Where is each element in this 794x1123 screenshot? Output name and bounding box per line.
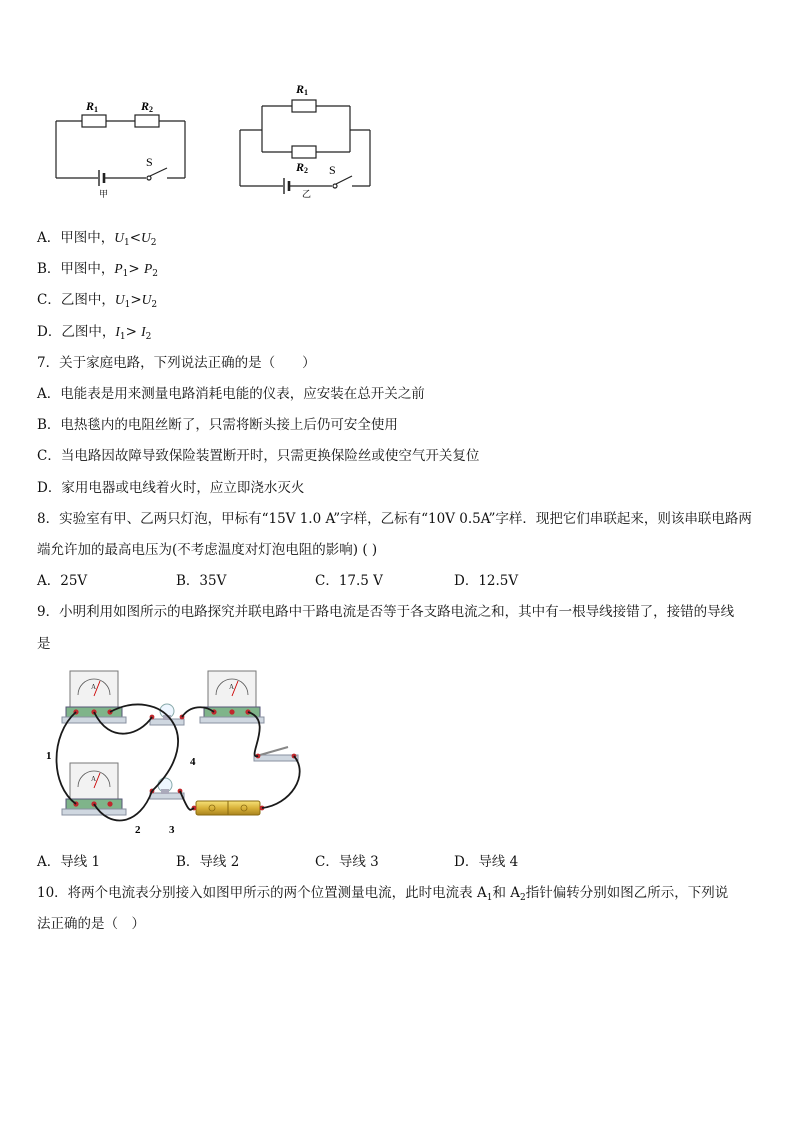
q6-option-a-var1: U xyxy=(114,230,124,245)
q8-option-a: A．25V xyxy=(37,573,88,589)
ammeter-bottom-left xyxy=(62,763,126,815)
q8-option-d: D．12.5V xyxy=(454,573,519,589)
q7-stem: 7．关于家庭电路，下列说法正确的是（ ） xyxy=(37,355,316,371)
q6-option-c-letter: C． xyxy=(37,292,61,308)
q6-option-d-var2: I xyxy=(141,324,146,339)
q6-option-c-op: > xyxy=(130,292,142,308)
q6-option-b-var2: P xyxy=(144,261,153,276)
q7-option-d: D．家用电器或电线着火时，应立即浇水灭火 xyxy=(37,480,305,496)
svg-text:R2 xyxy=(140,99,153,114)
switch-yi xyxy=(333,184,337,188)
label-r2-jia-sub: 2 xyxy=(149,105,154,114)
q10-stem-part-b: 和 A xyxy=(492,885,520,901)
q8-option-c: C．17.5 V xyxy=(315,573,383,589)
wire-label-2: 2 xyxy=(135,824,141,836)
q6-option-a-letter: A． xyxy=(37,230,61,246)
knife-switch xyxy=(254,747,298,761)
svg-text:R1 xyxy=(295,82,308,97)
q6-option-c xyxy=(37,290,157,315)
q6-option-a-sub1: 1 xyxy=(124,238,130,248)
wire-label-4: 4 xyxy=(190,756,196,768)
svg-text:R2 xyxy=(295,160,308,175)
q9-option-c: C．导线 3 xyxy=(315,854,379,870)
q9-stem-line1: 9．小明利用如图所示的电路探究并联电路中干路电流是否等于各支路电流之和，其中有一根导线接错了，接错的导线 xyxy=(37,604,735,620)
label-r2-yi: R xyxy=(296,160,305,174)
ammeter-symbol-3: A xyxy=(91,775,97,783)
q6-option-a xyxy=(37,228,157,253)
q6-option-b-sub2: 2 xyxy=(152,269,158,279)
q6-option-a-sub2: 2 xyxy=(150,238,157,248)
label-r1-yi-sub: 1 xyxy=(304,88,309,97)
q6-option-b-text: 甲图中， xyxy=(60,261,115,277)
q6-option-a-text: 甲图中， xyxy=(60,230,115,246)
q10-sub-1: 1 xyxy=(486,893,493,903)
q6-option-d-text: 乙图中， xyxy=(61,324,116,340)
q6-option-d-sub2: 2 xyxy=(145,332,152,342)
q10-stem-line2: 法正确的是（ ） xyxy=(37,916,145,932)
q7-option-c: C．当电路因故障导致保险装置断开时，只需更换保险丝或使空气开关复位 xyxy=(37,448,480,464)
q6-option-d-op: > xyxy=(125,324,142,340)
q6-option-d xyxy=(37,322,151,347)
q10-stem-part-c: 指针偏转分别如图乙所示，下列说 xyxy=(525,885,729,901)
label-switch-jia: S xyxy=(146,155,153,169)
wire-label-1: 1 xyxy=(46,750,52,762)
q9-experiment-figure xyxy=(40,665,340,845)
q6-option-c-var2: U xyxy=(141,292,152,307)
q6-option-b-var1: P xyxy=(114,261,123,276)
caption-yi: 乙 xyxy=(302,189,312,199)
svg-text:R1 xyxy=(85,99,98,114)
label-r1-yi: R xyxy=(296,82,305,96)
q6-option-d-letter: D． xyxy=(37,324,62,340)
q6-option-c-text: 乙图中， xyxy=(60,292,115,308)
q6-option-a-op: < xyxy=(129,230,142,246)
switch-jia xyxy=(147,176,151,180)
q9-option-a: A．导线 1 xyxy=(37,854,101,870)
circuit-yi xyxy=(240,100,370,194)
q10-stem-part-a: 10．将两个电流表分别接入如图甲所示的两个位置测量电流，此时电流表 A xyxy=(37,885,487,901)
wire-switch-to-battery xyxy=(262,756,300,808)
q6-option-c-var1: U xyxy=(114,292,125,307)
q6-option-d-sub1: 1 xyxy=(119,332,126,342)
q9-stem-line2: 是 xyxy=(37,636,51,652)
q6-option-d-var1: I xyxy=(115,324,120,339)
q6-option-b-op: > xyxy=(128,261,145,277)
q10-sub-2: 2 xyxy=(520,893,526,903)
q6-option-b-letter: B． xyxy=(37,261,61,277)
caption-jia: 甲 xyxy=(99,189,109,199)
resistor-r2-jia xyxy=(135,115,159,127)
wire-label-3: 3 xyxy=(169,824,175,836)
label-r1-jia: R xyxy=(86,99,95,113)
q7-option-b: B．电热毯内的电阻丝断了，只需将断头接上后仍可安全使用 xyxy=(37,417,398,433)
battery-pack xyxy=(192,801,265,815)
q8-stem-line2: 端允许加的最高电压为(不考虑温度对灯泡电阻的影响) ( ) xyxy=(37,542,378,558)
q7-option-a: A．电能表是用来测量电路消耗电能的仪表，应安装在总开关之前 xyxy=(37,386,425,402)
q8-option-b: B．35V xyxy=(176,573,227,589)
label-r1-jia-sub: 1 xyxy=(94,105,99,114)
resistor-r2-yi xyxy=(292,146,316,158)
q8-stem-line1: 8．实验室有甲、乙两只灯泡，甲标有“15V 1.0 A”字样，乙标有“10V 0.5A”字样．现把它们串联起来，则该串联电路两 xyxy=(37,511,752,527)
q10-stem-line1 xyxy=(37,883,728,908)
q6-option-c-sub1: 1 xyxy=(124,300,131,310)
resistor-r1-yi xyxy=(292,100,316,112)
q6-option-c-sub2: 2 xyxy=(151,300,158,310)
q9-option-b: B．导线 2 xyxy=(176,854,240,870)
label-r2-yi-sub: 2 xyxy=(304,166,309,175)
label-r2-jia: R xyxy=(141,99,150,113)
q6-option-b-sub1: 1 xyxy=(122,269,129,279)
label-switch-yi: S xyxy=(329,163,336,177)
resistor-r1-jia xyxy=(82,115,106,127)
q6-option-b xyxy=(37,259,158,284)
ammeter-symbol-2: A xyxy=(229,683,235,691)
ammeter-symbol-1: A xyxy=(91,683,97,691)
q6-option-a-var2: U xyxy=(141,230,151,245)
circuit-jia xyxy=(56,115,185,186)
q9-option-d: D．导线 4 xyxy=(454,854,519,870)
